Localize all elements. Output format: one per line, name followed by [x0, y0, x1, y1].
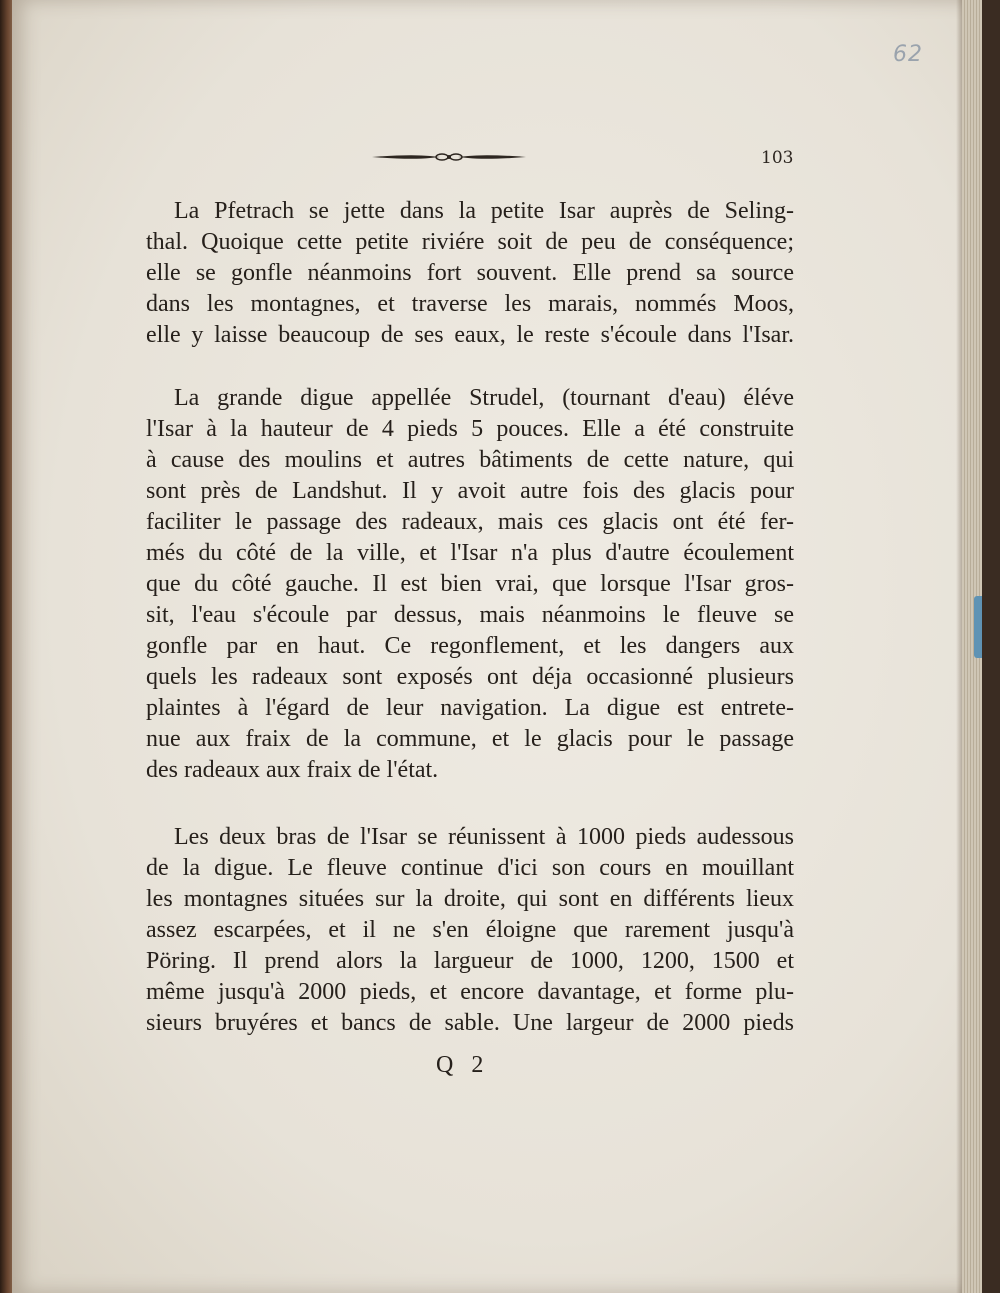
text-line: assez escarpées, et il ne s'en éloigne que rarement jusqu'à: [146, 917, 794, 943]
pencil-folio-number: 62: [893, 42, 923, 67]
text-line: sit, l'eau s'écoule par dessus, mais néanmoins le fleuve se: [146, 602, 794, 628]
text-line: quels les radeaux sont exposés ont déja occasionné plusieurs: [146, 664, 794, 690]
text-line: nue aux fraix de la commune, et le glacis pour le passage: [146, 726, 794, 752]
paragraph-isar-branches: [146, 822, 794, 1039]
text-line: les montagnes situées sur la droite, qui sont en différents lieux: [146, 886, 794, 912]
text-line: de la digue. Le fleuve continue d'ici son cours en mouillant: [146, 855, 794, 881]
text-line: elle se gonfle néanmoins fort souvent. Elle prend sa source: [146, 260, 794, 286]
text-line: Les deux bras de l'Isar se réunissent à 1000 pieds audessous: [174, 824, 794, 850]
text-line: elle y laisse beaucoup de ses eaux, le reste s'écoule dans l'Isar.: [146, 322, 794, 348]
text-line: que du côté gauche. Il est bien vrai, que lorsque l'Isar gros-: [146, 571, 794, 597]
paragraph-strudel: [146, 383, 794, 786]
text-line: des radeaux aux fraix de l'état.: [146, 757, 439, 783]
text-line: dans les montagnes, et traverse les marais, nommés Moos,: [146, 291, 794, 317]
header-ornament-icon: [370, 150, 528, 164]
text-line: même jusqu'à 2000 pieds, et encore davantage, et forme plu-: [146, 979, 794, 1005]
text-line: à cause des moulins et autres bâtiments de cette nature, qui: [146, 447, 794, 473]
text-line: més du côté de la ville, et l'Isar n'a plus d'autre écoulement: [146, 540, 794, 566]
bookmark-tab: [974, 596, 982, 658]
text-line: sont près de Landshut. Il y avoit autre fois des glacis pour: [146, 478, 794, 504]
paragraph-pfetrach: [146, 196, 794, 351]
text-line: plaintes à l'égard de leur navigation. La digue est entrete-: [146, 695, 794, 721]
text-line: thal. Quoique cette petite riviére soit de peu de conséquence;: [146, 229, 794, 255]
text-line: l'Isar à la hauteur de 4 pieds 5 pouces. Elle a été construite: [146, 416, 794, 442]
text-line: faciliter le passage des radeaux, mais ces glacis ont été fer-: [146, 509, 794, 535]
text-line: sieurs bruyéres et bancs de sable. Une largeur de 2000 pieds: [146, 1010, 794, 1036]
text-line: La grande digue appellée Strudel, (tournant d'eau) éléve: [174, 385, 794, 411]
page-number: 103: [761, 148, 794, 168]
text-line: Pöring. Il prend alors la largueur de 1000, 1200, 1500 et: [146, 948, 794, 974]
signature-mark: Q 2: [436, 1052, 490, 1078]
text-line: gonfle par en haut. Ce regonflement, et les dangers aux: [146, 633, 794, 659]
text-line: La Pfetrach se jette dans la petite Isar auprès de Seling-: [174, 198, 794, 224]
